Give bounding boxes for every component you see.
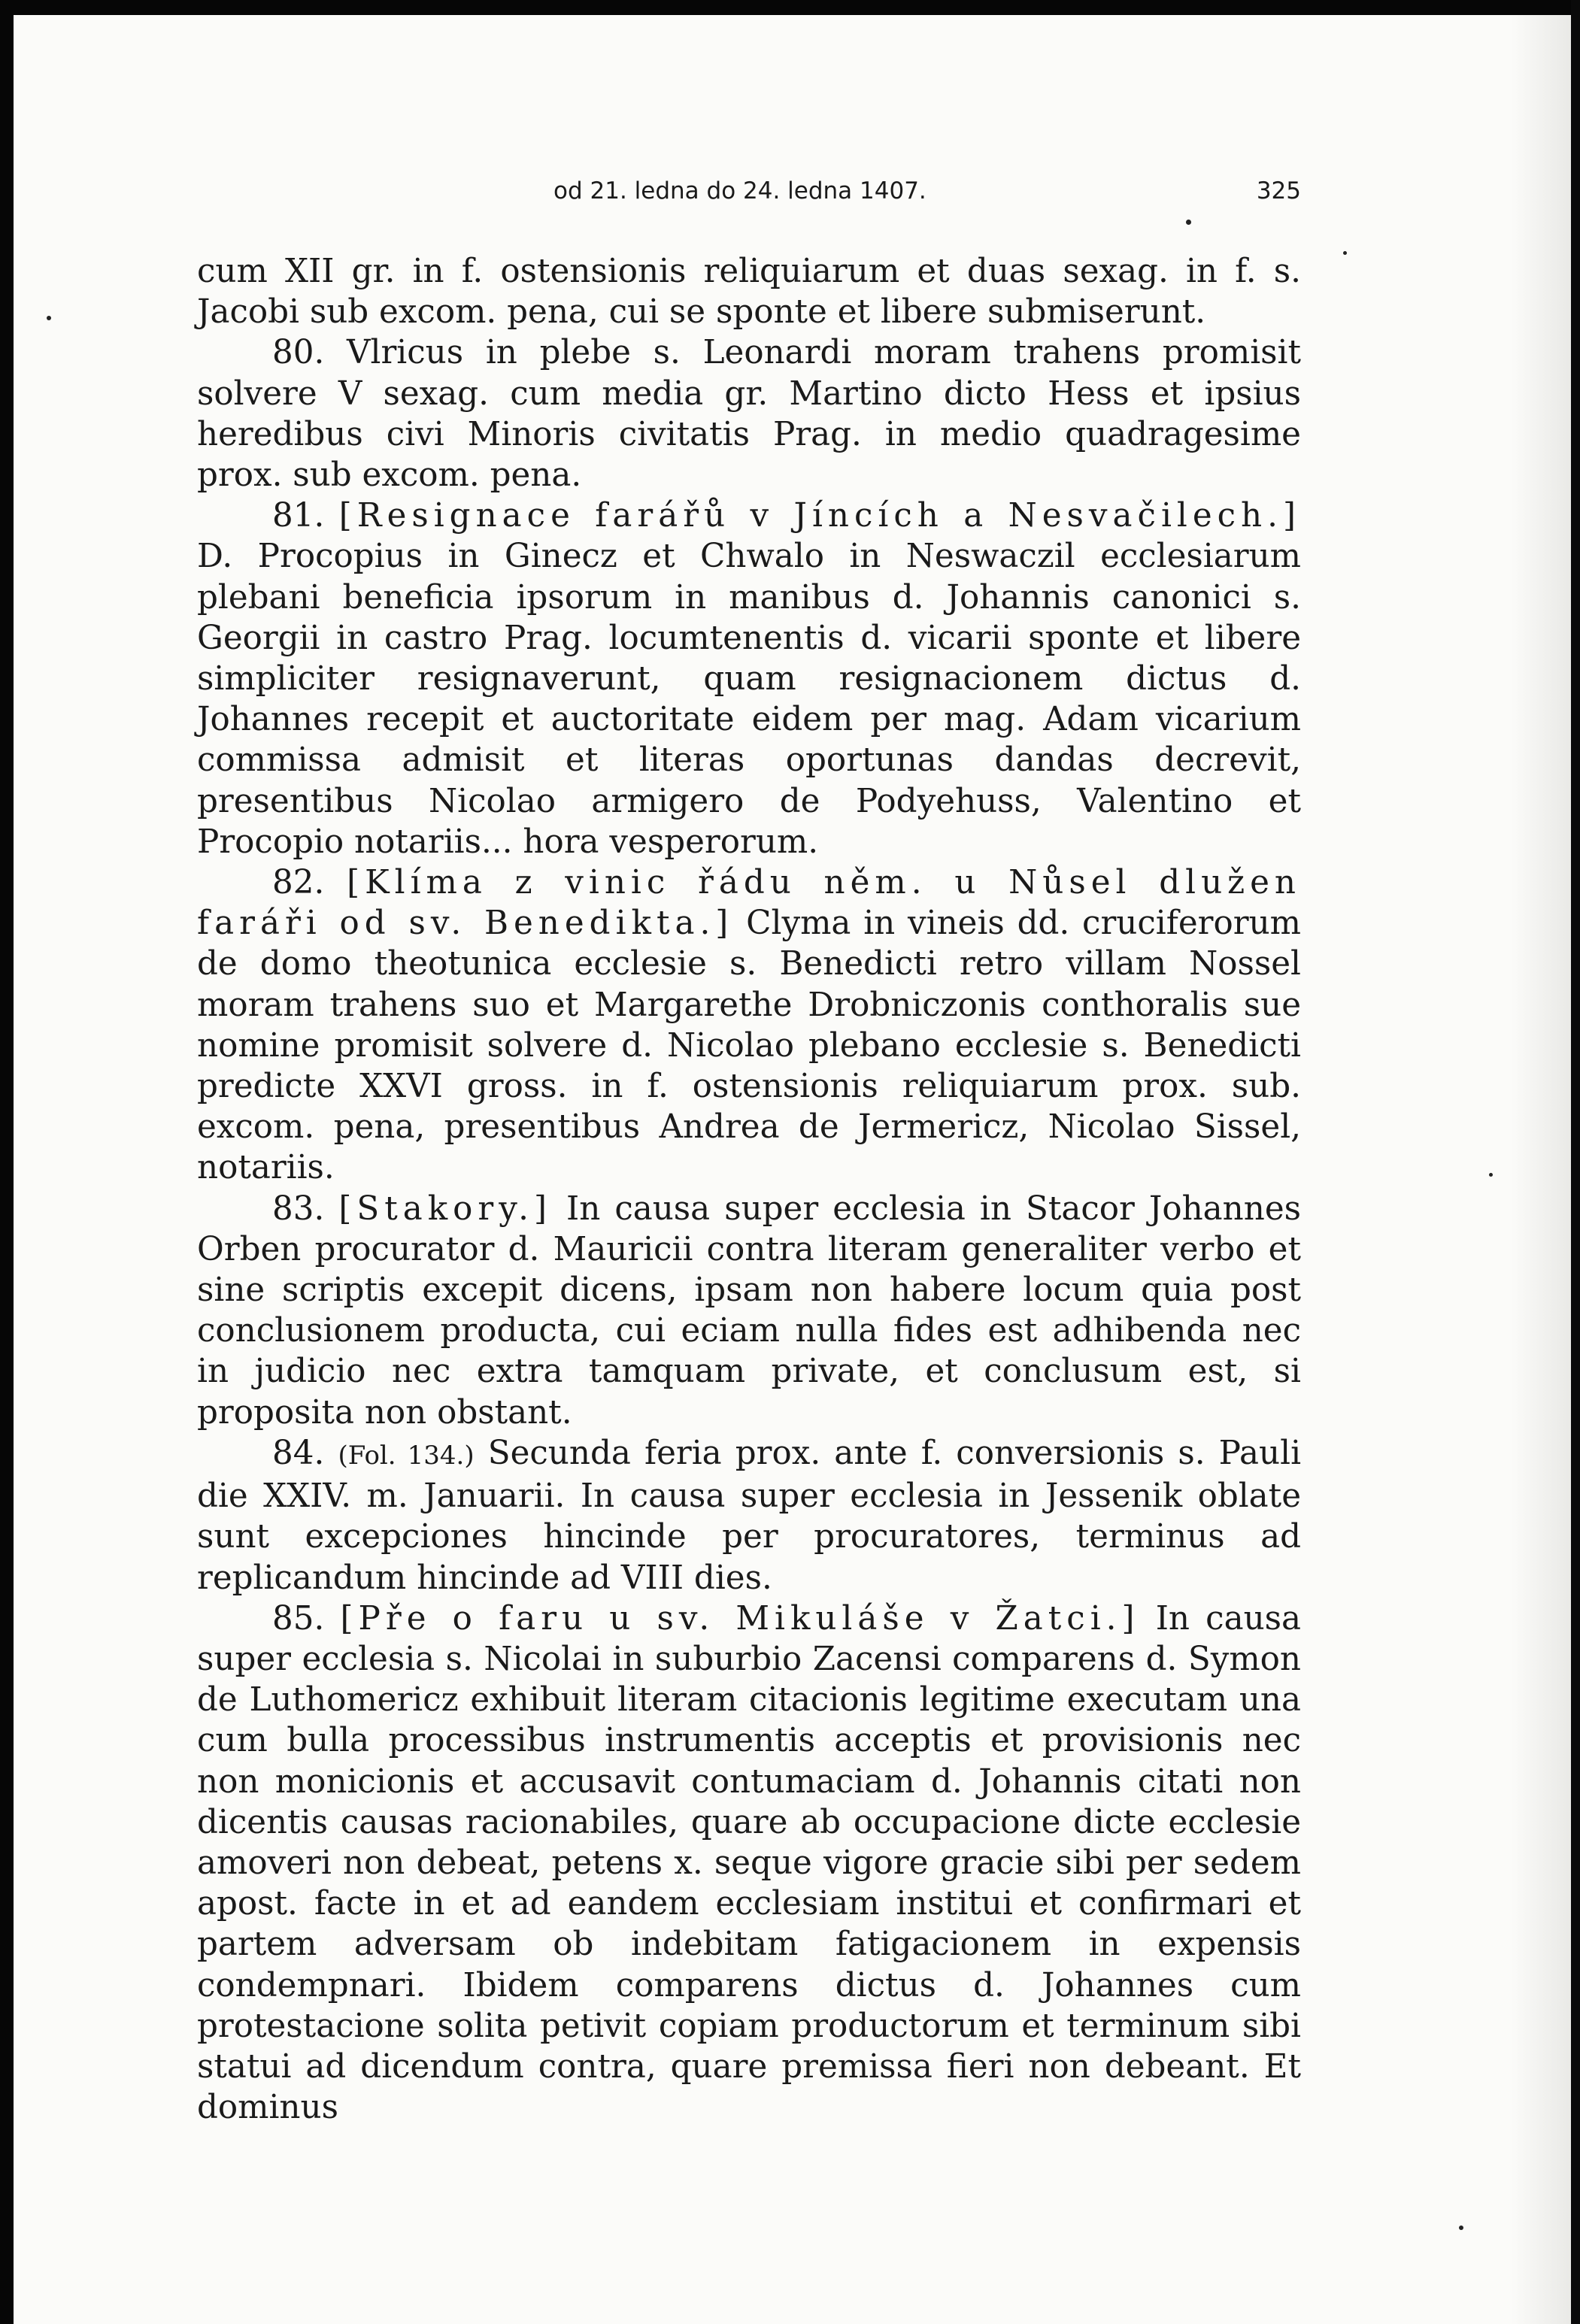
speck: [1459, 2226, 1463, 2230]
paragraph-text: Clyma in vineis dd. cruciferorum de domo theotunica ecclesie s. Benedicti retro villam Nossel moram trahens suo et Margarethe Drobniczonis conthoralis sue nomine promisit solvere d. Nicolao plebano ecclesie s. Benedicti predicte XXVI gross. in f. ostensionis reliquiarum prox. sub. excom. pena, presentibus Andrea de Jermericz, Nicolao Sissel, notariis.: [197, 904, 1302, 1187]
paragraph-text: Secunda feria prox. ante f. conversionis s. Pauli die XXIV. m. Januarii. In causa super ecclesia in Jessenik oblate sunt excepciones hincinde per procuratores, terminus ad replicandum hincinde ad VIII dies.: [197, 1434, 1302, 1597]
entry-heading: [Stakory.]: [338, 1189, 552, 1228]
speck: [1343, 251, 1347, 255]
entry-heading: [Klíma z vinic řádu něm. u Nůsel dlužen faráři od sv. Benedikta.]: [197, 864, 1301, 943]
paragraph-text: 80. Vlricus in plebe s. Leonardi moram trahens promisit solvere V sexag. cum media gr. Martino dicto Hess et ipsius heredibus civi Minoris civitatis Prag. in medio quadragesime prox. sub excom. pena.: [197, 334, 1301, 495]
entry-85: [197, 1598, 1301, 2129]
paragraph-continuation: [197, 251, 1301, 332]
entry-83: [197, 1189, 1301, 1433]
scan-border-right: [1571, 0, 1580, 2324]
running-header: [197, 177, 1301, 208]
speck: [47, 316, 51, 320]
scan-border-top: [0, 0, 1580, 15]
page-edge-shadow: [1511, 15, 1571, 2324]
entry-number: 84.: [272, 1434, 325, 1472]
speck: [1489, 1173, 1493, 1177]
speck: [1186, 220, 1191, 225]
paragraph-text: cum XII gr. in f. ostensionis reliquiarum et duas sexag. in f. s. Jacobi sub excom. pena, cui se sponte et libere submiserunt.: [197, 253, 1301, 332]
entry-number: 82.: [272, 864, 325, 902]
entry-80: [197, 332, 1301, 495]
entry-81: [197, 495, 1301, 862]
page-number: 325: [1256, 177, 1301, 205]
paragraph-text: D. Procopius in Ginecz et Chwalo in Neswaczil ecclesiarum plebani beneficia ipsorum in manibus d. Johannis canonici s. Georgii in castro Prag. locumtenentis d. vicarii sponte et libere simpliciter resignaverunt, quam resignacionem dictus d. Johannes recepit et auctoritate eidem per mag. Adam vicarium commissa admisit et literas oportunas dandas decrevit, presentibus Nicolao armigero de Podyehuss, Valentino et Procopio notariis... hora vesperorum.: [197, 538, 1301, 861]
entry-number: 81.: [272, 497, 325, 535]
header-title: od 21. ledna do 24. ledna 1407.: [553, 177, 926, 205]
folio-reference: (Fol. 134.): [338, 1440, 475, 1471]
paragraph-text: In causa super ecclesia in Stacor Johannes Orben procurator d. Mauricii contra literam generaliter verbo et sine scriptis excepit dicens, ipsam non habere locum quia post conclusionem producta, cui eciam nulla fides est adhibenda nec in judicio nec extra tamquam private, et conclusum est, si proposita non obstant.: [197, 1189, 1301, 1432]
entry-number: 85.: [272, 1599, 325, 1638]
body-text: [197, 251, 1301, 2128]
entry-number: 83.: [272, 1189, 325, 1228]
scan-border-left: [0, 0, 14, 2324]
entry-82: [197, 862, 1301, 1189]
paragraph-text: In causa super ecclesia s. Nicolai in suburbio Zacensi comparens d. Symon de Luthomericz exhibuit literam citacionis legitime executam una cum bulla processibus instrumentis acceptis et provisionis nec non monicionis et accusavit contumaciam d. Johannis citati non dicentis causas racionabiles, quare ab occupacione dicte ecclesie amoveri non debeat, petens x. seque vigore gracie sibi per sedem apost. facte in et ad eandem ecclesiam institui et confirmari et partem adversam ob indebitam fatigacionem in expensis condempnari. Ibidem comparens dictus d. Johannes cum protestacione solita petivit copiam productorum et terminum sibi statui ad dicendum contra, quare premissa fieri non debeant. Et dominus: [197, 1599, 1302, 2127]
entry-heading: [Resignace farářů v Jíncích a Nesvačilech.]: [338, 497, 1301, 535]
entry-heading: [Pře o faru u sv. Mikuláše v Žatci.]: [340, 1599, 1140, 1638]
entry-84: [197, 1433, 1301, 1598]
